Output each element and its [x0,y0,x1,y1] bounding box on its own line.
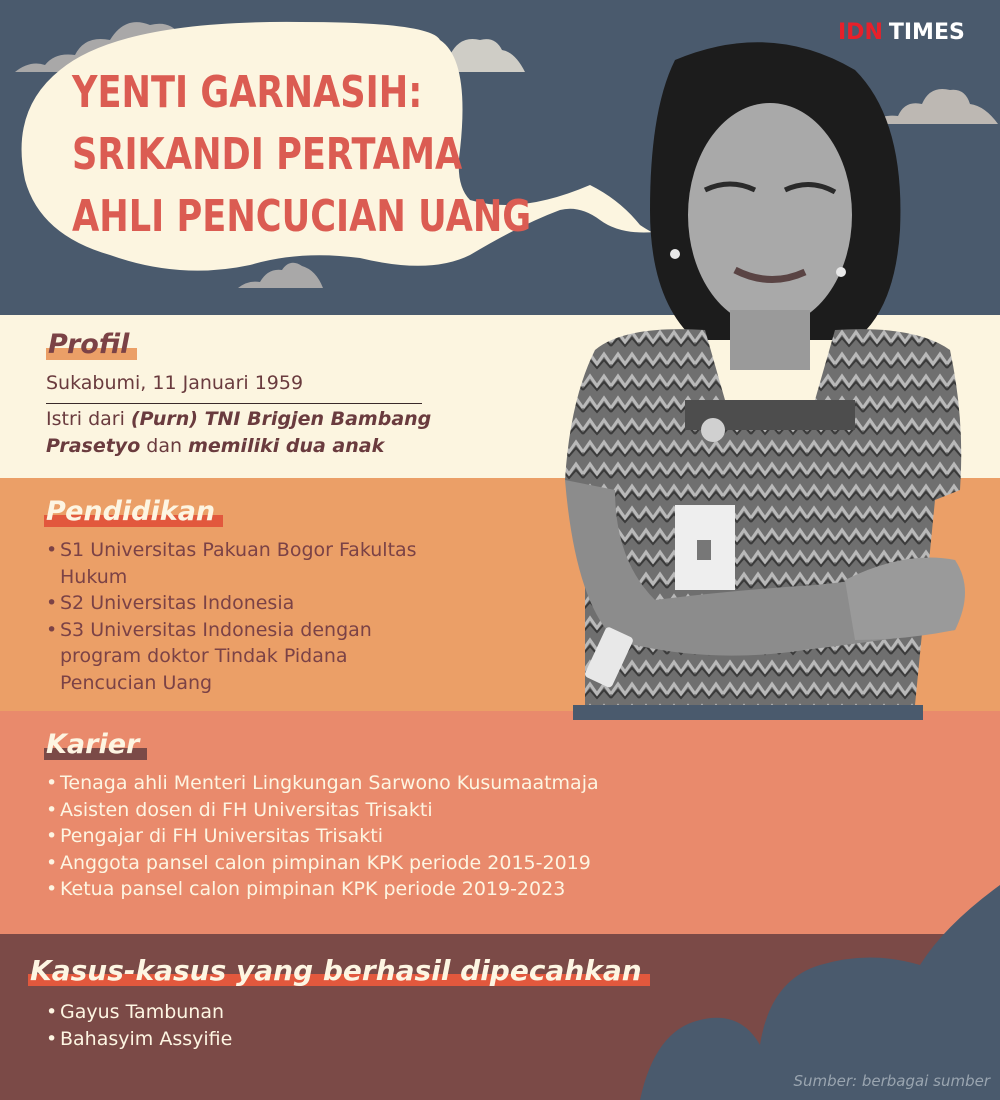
portrait-photo [555,40,985,705]
title-line: YENTI GARNASIH: [72,67,423,118]
children-info: memiliki dua anak [188,435,385,457]
spouse-name: (Purn) TNI Brigjen Bambang Prasetyo [46,408,432,457]
birth-info: Sukabumi, 11 Januari 1959 [46,372,304,394]
list-item: • Pengajar di FH Universitas Trisakti [46,823,666,850]
pendidikan-heading: Pendidikan [44,497,219,527]
list-item: • Gayus Tambunan [46,999,232,1026]
source-note: Sumber: berbagai sumber [793,1072,990,1090]
list-item: • Bahasyim Assyifie [46,1026,232,1053]
list-item: • Asisten dosen di FH Universitas Trisakti [46,797,666,824]
kasus-heading: Kasus-kasus yang berhasil dipecahkan [28,956,646,986]
title-line: AHLI PENCUCIAN UANG [72,191,532,242]
list-item: • Ketua pansel calon pimpinan KPK periode 2019-2023 [46,876,666,903]
karier-list [46,770,666,903]
list-item: • Anggota pansel calon pimpinan KPK periode 2015-2019 [46,850,666,877]
profil-heading: Profil [46,330,133,360]
list-item: • S1 Universitas Pakuan Bogor Fakultas Hukum [46,537,446,590]
list-item: • S2 Universitas Indonesia [46,590,446,617]
pendidikan-list [46,537,446,696]
kasus-list [46,999,232,1052]
page-title [72,62,532,248]
logo-idn: IDN [838,20,883,45]
list-item: • Tenaga ahli Menteri Lingkungan Sarwono Kusumaatmaja [46,770,666,797]
list-item: • S3 Universitas Indonesia dengan program doktor Tindak Pidana Pencucian Uang [46,617,446,697]
karier-heading: Karier [44,730,143,760]
photo-base-bar [573,705,923,720]
title-line: SRIKANDI PERTAMA [72,129,463,180]
spouse-info: Istri dari (Purn) TNI Brigjen Bambang Prasetyo dan memiliki dua anak [46,408,432,457]
cloud-icon [600,880,1000,1100]
divider [46,403,422,404]
logo-times: TIMES [888,20,965,45]
